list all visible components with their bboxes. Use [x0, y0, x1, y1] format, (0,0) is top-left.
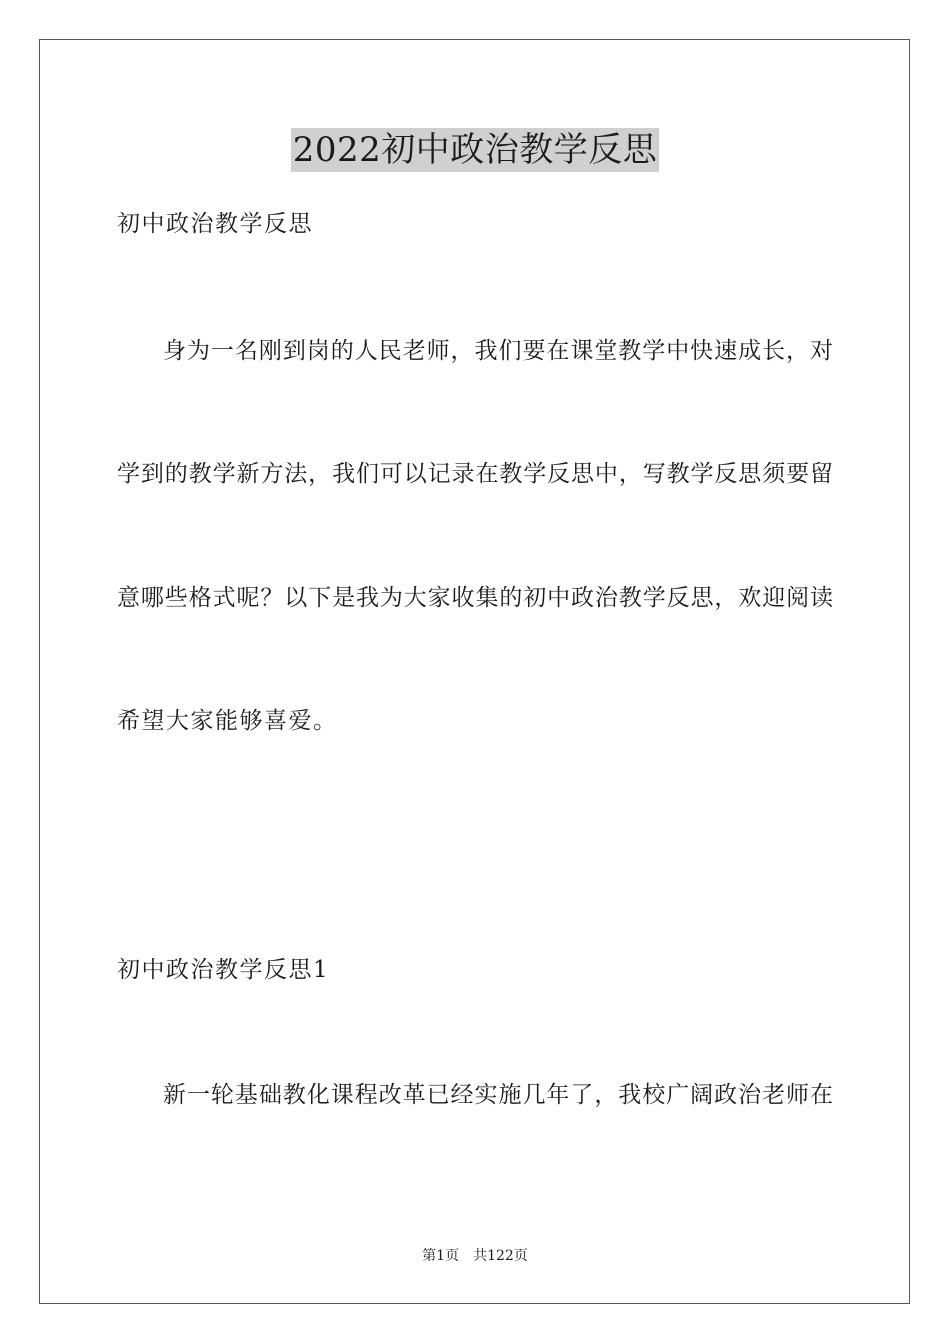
section-heading: 初中政治教学反思1 [117, 957, 330, 983]
paragraph-line: 新一轮基础教化课程改革已经实施几年了，我校广阔政治老师在 [163, 1082, 833, 1108]
document-subtitle: 初中政治教学反思 [117, 211, 313, 237]
page-footer [0, 1246, 950, 1266]
document-title: 2022初中政治教学反思 [292, 130, 658, 170]
title-wrapper [0, 128, 950, 172]
page-total: 共122页 [473, 1248, 528, 1264]
paragraph-line: 身为一名刚到岗的人民老师，我们要在课堂教学中快速成长，对 [163, 338, 833, 364]
page-number: 第1页 [422, 1248, 460, 1264]
paragraph-line: 学到的教学新方法，我们可以记录在教学反思中，写教学反思须要留 [117, 461, 833, 487]
paragraph-line: 希望大家能够喜爱。 [117, 708, 338, 734]
paragraph-line: 意哪些格式呢？以下是我为大家收集的初中政治教学反思，欢迎阅读 [117, 585, 833, 611]
